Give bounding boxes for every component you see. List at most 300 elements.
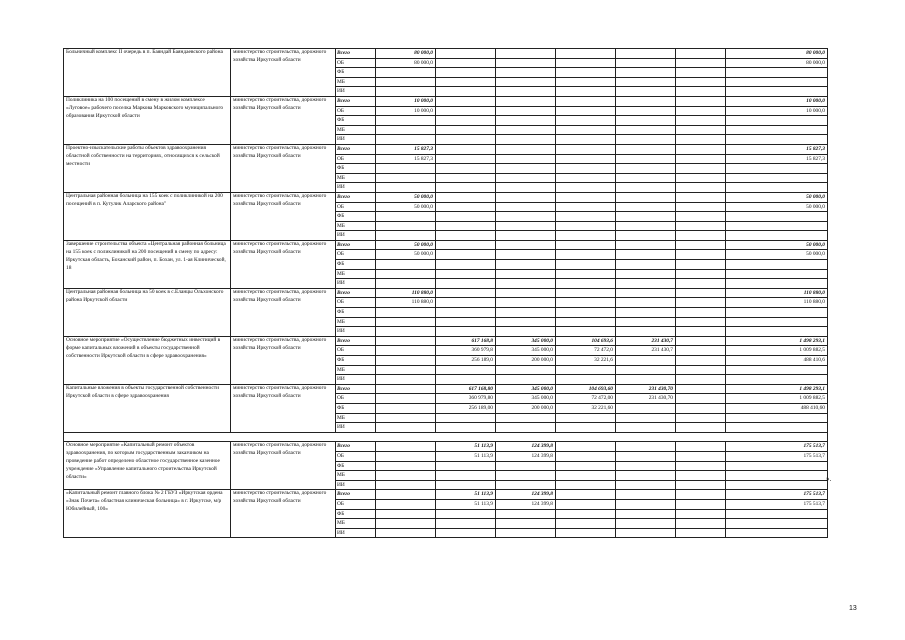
amount-cell: [556, 154, 616, 164]
total-cell: 488 410,60: [726, 403, 828, 413]
amount-cell: [616, 480, 676, 490]
amount-cell: [376, 375, 436, 385]
funding-source-cell: Всего: [336, 384, 376, 394]
amount-cell: [616, 144, 676, 154]
table-row: [64, 240, 828, 250]
amount-cell: [676, 423, 726, 433]
amount-cell: [676, 250, 726, 260]
executor-cell: министерство строительства, дорожного хозяйства Иркутской области: [231, 288, 336, 336]
amount-cell: [616, 317, 676, 327]
funding-source-cell: ОБ: [336, 346, 376, 356]
total-cell: [726, 183, 828, 193]
amount-cell: [556, 49, 616, 59]
amount-cell: [616, 135, 676, 145]
funding-source-cell: ФБ: [336, 116, 376, 126]
funding-source-cell: Всего: [336, 442, 376, 452]
object-description: Центральная районная больница на 155 коек с поликлиникой на 200 посещений в п. Кутулик Аларского района": [64, 192, 231, 240]
amount-cell: 72 472,00: [556, 394, 616, 404]
amount-cell: 124 399,8: [496, 451, 556, 461]
amount-cell: [616, 509, 676, 519]
amount-cell: [676, 135, 726, 145]
amount-cell: [496, 68, 556, 78]
amount-cell: [556, 442, 616, 452]
total-cell: 110 880,0: [726, 288, 828, 298]
amount-cell: [496, 135, 556, 145]
total-cell: [726, 317, 828, 327]
funding-source-cell: ОБ: [336, 250, 376, 260]
funding-source-cell: ИИ: [336, 183, 376, 193]
amount-cell: [376, 327, 436, 337]
amount-cell: [376, 317, 436, 327]
amount-cell: [496, 173, 556, 183]
funding-source-cell: ОБ: [336, 394, 376, 404]
amount-cell: [436, 423, 496, 433]
funding-source-cell: ОБ: [336, 154, 376, 164]
object-description: Проектно-изыскательские работы объектов здравоохранения областной собственности на территориях, относящихся к сельской местности: [64, 144, 231, 192]
amount-cell: [556, 471, 616, 481]
amount-cell: [616, 451, 676, 461]
table-row: [64, 96, 828, 106]
gap-row: [64, 432, 828, 442]
amount-cell: [496, 317, 556, 327]
amount-cell: [376, 413, 436, 423]
amount-cell: [676, 384, 726, 394]
amount-cell: [496, 288, 556, 298]
amount-cell: [616, 413, 676, 423]
total-cell: [726, 471, 828, 481]
amount-cell: [436, 480, 496, 490]
amount-cell: 124 399,8: [496, 499, 556, 509]
funding-source-cell: Всего: [336, 490, 376, 500]
amount-cell: [436, 135, 496, 145]
amount-cell: 10 000,0: [376, 96, 436, 106]
amount-cell: [676, 221, 726, 231]
executor-cell: министерство строительства, дорожного хозяйства Иркутской области: [231, 192, 336, 240]
amount-cell: [376, 480, 436, 490]
amount-cell: [616, 87, 676, 97]
amount-cell: [616, 260, 676, 270]
total-cell: 110 880,0: [726, 298, 828, 308]
total-cell: 50 000,0: [726, 250, 828, 260]
amount-cell: [616, 403, 676, 413]
amount-cell: [436, 116, 496, 126]
amount-cell: [556, 375, 616, 385]
executor-cell: министерство строительства, дорожного хозяйства Иркутской области: [231, 144, 336, 192]
amount-cell: [496, 279, 556, 289]
funding-source-cell: ИИ: [336, 528, 376, 538]
funding-source-cell: ИИ: [336, 231, 376, 241]
amount-cell: [556, 77, 616, 87]
funding-source-cell: ИИ: [336, 423, 376, 433]
amount-cell: [496, 423, 556, 433]
object-description: Завершение строительства объекта «Центральная районная больница на 155 коек с поликлиникой на 200 посещений в смену по адресу: Иркутская область, Боханский район, п. Бохан, ул. 1-ая Клинической, 18: [64, 240, 231, 288]
amount-cell: 200 000,0: [496, 403, 556, 413]
amount-cell: [436, 96, 496, 106]
amount-cell: 124 399,8: [496, 490, 556, 500]
funding-source-cell: МБ: [336, 269, 376, 279]
amount-cell: [676, 403, 726, 413]
amount-cell: [496, 480, 556, 490]
amount-cell: [556, 423, 616, 433]
amount-cell: 231 430,7: [616, 346, 676, 356]
amount-cell: [676, 298, 726, 308]
amount-cell: 32 221,6: [556, 356, 616, 366]
executor-cell: министерство строительства, дорожного хозяйства Иркутской области: [231, 490, 336, 538]
amount-cell: [376, 509, 436, 519]
amount-cell: [676, 144, 726, 154]
amount-cell: [496, 154, 556, 164]
amount-cell: [556, 451, 616, 461]
funding-source-cell: Всего: [336, 49, 376, 59]
object-description: Поликлиника на 100 посещений в смену в жилом комплексе «Луговое» рабочего поселка Маркова Марковского муниципального образования Иркутской области: [64, 96, 231, 144]
amount-cell: [676, 106, 726, 116]
amount-cell: [496, 250, 556, 260]
amount-cell: [376, 528, 436, 538]
amount-cell: [376, 279, 436, 289]
total-cell: [726, 279, 828, 289]
amount-cell: [436, 87, 496, 97]
amount-cell: [436, 192, 496, 202]
amount-cell: 617 168,80: [436, 384, 496, 394]
amount-cell: [556, 192, 616, 202]
amount-cell: [376, 221, 436, 231]
amount-cell: [616, 356, 676, 366]
amount-cell: 15 827,3: [376, 144, 436, 154]
amount-cell: [436, 509, 496, 519]
total-cell: 488 410,6: [726, 356, 828, 366]
amount-cell: [436, 365, 496, 375]
amount-cell: [496, 298, 556, 308]
amount-cell: [556, 68, 616, 78]
amount-cell: 110 880,0: [376, 288, 436, 298]
total-cell: 175 513,7: [726, 499, 828, 509]
amount-cell: [676, 96, 726, 106]
total-cell: 80 000,0: [726, 58, 828, 68]
amount-cell: [676, 164, 726, 174]
amount-cell: 72 472,0: [556, 346, 616, 356]
amount-cell: [556, 231, 616, 241]
executor-cell: министерство строительства, дорожного хозяйства Иркутской области: [231, 240, 336, 288]
funding-source-cell: МБ: [336, 125, 376, 135]
amount-cell: [376, 68, 436, 78]
amount-cell: 50 000,0: [376, 192, 436, 202]
amount-cell: [556, 308, 616, 318]
amount-cell: [556, 528, 616, 538]
amount-cell: [436, 49, 496, 59]
amount-cell: [556, 260, 616, 270]
amount-cell: [676, 509, 726, 519]
amount-cell: [676, 528, 726, 538]
amount-cell: [376, 490, 436, 500]
amount-cell: [496, 96, 556, 106]
amount-cell: [376, 394, 436, 404]
total-cell: [726, 231, 828, 241]
total-cell: [726, 68, 828, 78]
executor-cell: министерство строительства, дорожного хозяйства Иркутской области: [231, 442, 336, 490]
amount-cell: [556, 240, 616, 250]
amount-cell: [676, 260, 726, 270]
amount-cell: [376, 212, 436, 222]
total-cell: 15 827,3: [726, 154, 828, 164]
amount-cell: [436, 250, 496, 260]
amount-cell: [376, 269, 436, 279]
amount-cell: [436, 298, 496, 308]
amount-cell: [376, 77, 436, 87]
amount-cell: 345 000,0: [496, 346, 556, 356]
amount-cell: [376, 125, 436, 135]
funding-source-cell: ИИ: [336, 279, 376, 289]
total-cell: [726, 221, 828, 231]
amount-cell: [616, 154, 676, 164]
amount-cell: [616, 298, 676, 308]
object-description: Больничный комплекс II очередь в п. Баяндай Баяндаевского района: [64, 49, 231, 97]
funding-source-cell: Всего: [336, 288, 376, 298]
amount-cell: [556, 269, 616, 279]
amount-cell: 51 113,9: [436, 499, 496, 509]
amount-cell: [676, 394, 726, 404]
amount-cell: [676, 154, 726, 164]
funding-source-cell: Всего: [336, 96, 376, 106]
total-cell: [726, 87, 828, 97]
amount-cell: [436, 519, 496, 529]
total-cell: [726, 365, 828, 375]
total-cell: [726, 423, 828, 433]
amount-cell: [556, 164, 616, 174]
amount-cell: 231 430,7: [616, 336, 676, 346]
amount-cell: [496, 260, 556, 270]
amount-cell: [436, 164, 496, 174]
amount-cell: 104 693,60: [556, 384, 616, 394]
amount-cell: 256 189,0: [436, 356, 496, 366]
amount-cell: [496, 365, 556, 375]
amount-cell: [676, 192, 726, 202]
amount-cell: [376, 442, 436, 452]
table-row: [64, 442, 828, 452]
object-description: Основное мероприятие «Осуществление бюджетных инвестиций в форме капитальных вложений в объекты государственной собственности Иркутской области в сфере здравоохранения»: [64, 336, 231, 384]
amount-cell: 50 000,0: [376, 240, 436, 250]
total-cell: 15 827,3: [726, 144, 828, 154]
funding-source-cell: ИИ: [336, 480, 376, 490]
amount-cell: [616, 308, 676, 318]
amount-cell: [676, 288, 726, 298]
funding-source-cell: ИИ: [336, 327, 376, 337]
amount-cell: [436, 413, 496, 423]
amount-cell: [676, 490, 726, 500]
amount-cell: [616, 96, 676, 106]
amount-cell: [376, 519, 436, 529]
amount-cell: [436, 528, 496, 538]
funding-source-cell: МБ: [336, 317, 376, 327]
amount-cell: [376, 308, 436, 318]
amount-cell: 256 189,00: [436, 403, 496, 413]
amount-cell: [676, 461, 726, 471]
amount-cell: [676, 68, 726, 78]
executor-cell: министерство строительства, дорожного хозяйства Иркутской области: [231, 96, 336, 144]
amount-cell: [436, 231, 496, 241]
funding-source-cell: Всего: [336, 336, 376, 346]
amount-cell: [376, 461, 436, 471]
total-cell: 50 000,0: [726, 240, 828, 250]
amount-cell: [616, 202, 676, 212]
amount-cell: [616, 288, 676, 298]
amount-cell: [616, 365, 676, 375]
funding-source-cell: ОБ: [336, 451, 376, 461]
amount-cell: 360 979,80: [436, 394, 496, 404]
funding-source-cell: ИИ: [336, 87, 376, 97]
amount-cell: [616, 375, 676, 385]
total-cell: [726, 480, 828, 490]
amount-cell: 51 113,9: [436, 442, 496, 452]
amount-cell: [676, 413, 726, 423]
amount-cell: [496, 192, 556, 202]
total-cell: 10 000,0: [726, 106, 828, 116]
amount-cell: [376, 451, 436, 461]
amount-cell: [616, 240, 676, 250]
amount-cell: [376, 365, 436, 375]
total-cell: 1 009 882,5: [726, 346, 828, 356]
amount-cell: [496, 413, 556, 423]
funding-source-cell: Всего: [336, 240, 376, 250]
total-cell: 1 498 293,1: [726, 384, 828, 394]
amount-cell: 360 979,8: [436, 346, 496, 356]
amount-cell: [616, 49, 676, 59]
amount-cell: [496, 461, 556, 471]
amount-cell: [676, 308, 726, 318]
amount-cell: [496, 471, 556, 481]
budget-table: [63, 48, 828, 538]
amount-cell: [496, 375, 556, 385]
amount-cell: [676, 375, 726, 385]
amount-cell: [676, 471, 726, 481]
amount-cell: [376, 336, 436, 346]
amount-cell: [676, 125, 726, 135]
amount-cell: 345 000,0: [496, 384, 556, 394]
amount-cell: [556, 413, 616, 423]
executor-cell: министерство строительства, дорожного хозяйства Иркутской области: [231, 336, 336, 384]
amount-cell: [616, 499, 676, 509]
amount-cell: [556, 327, 616, 337]
total-cell: [726, 461, 828, 471]
amount-cell: [616, 490, 676, 500]
amount-cell: [676, 365, 726, 375]
amount-cell: [616, 68, 676, 78]
amount-cell: [376, 471, 436, 481]
funding-source-cell: МБ: [336, 365, 376, 375]
object-description: Капитальные вложения в объекты государственной собственности Иркутской области в сфере здравоохранения: [64, 384, 231, 432]
total-cell: 1 498 293,1: [726, 336, 828, 346]
amount-cell: [676, 240, 726, 250]
table-row: [64, 490, 828, 500]
amount-cell: [436, 375, 496, 385]
amount-cell: 80 000,0: [376, 49, 436, 59]
amount-cell: [376, 164, 436, 174]
amount-cell: [436, 183, 496, 193]
amount-cell: [676, 327, 726, 337]
amount-cell: [616, 231, 676, 241]
amount-cell: 231 430,70: [616, 384, 676, 394]
amount-cell: [616, 77, 676, 87]
amount-cell: 50 000,0: [376, 250, 436, 260]
amount-cell: [556, 317, 616, 327]
amount-cell: [676, 317, 726, 327]
amount-cell: [436, 461, 496, 471]
amount-cell: 10 000,0: [376, 106, 436, 116]
object-description: «Капитальный ремонт главного блока № 2 ГБУЗ «Иркутская ордена «Знак Почета» областная клиническая больница» в г. Иркутске, м/р Юбилейный, 100»: [64, 490, 231, 538]
funding-source-cell: МБ: [336, 221, 376, 231]
amount-cell: [556, 106, 616, 116]
amount-cell: [496, 308, 556, 318]
table-row: [64, 144, 828, 154]
amount-cell: [556, 298, 616, 308]
amount-cell: [436, 308, 496, 318]
amount-cell: [436, 173, 496, 183]
object-description: Основное мероприятие «Капитальный ремонт объектов здравоохранения, по которым государственным заказчиком на проведение работ определено областное государственное казенное учреждение «Управление капитального строительства Иркутской области»: [64, 442, 231, 490]
amount-cell: [616, 125, 676, 135]
amount-cell: [556, 116, 616, 126]
amount-cell: [496, 87, 556, 97]
amount-cell: [676, 202, 726, 212]
amount-cell: [496, 528, 556, 538]
table-row: [64, 49, 828, 59]
table-row: [64, 384, 828, 394]
amount-cell: [616, 250, 676, 260]
amount-cell: [376, 403, 436, 413]
amount-cell: [376, 116, 436, 126]
amount-cell: [676, 87, 726, 97]
amount-cell: [376, 135, 436, 145]
amount-cell: [616, 423, 676, 433]
amount-cell: [436, 125, 496, 135]
total-cell: [726, 260, 828, 270]
amount-cell: [496, 144, 556, 154]
amount-cell: [556, 173, 616, 183]
funding-source-cell: МБ: [336, 519, 376, 529]
closing-quote-mark: ».: [826, 475, 832, 483]
amount-cell: [616, 183, 676, 193]
total-cell: [726, 509, 828, 519]
amount-cell: [556, 221, 616, 231]
amount-cell: [616, 116, 676, 126]
amount-cell: [616, 279, 676, 289]
amount-cell: [556, 250, 616, 260]
amount-cell: [676, 346, 726, 356]
amount-cell: [556, 499, 616, 509]
amount-cell: 124 399,8: [496, 442, 556, 452]
funding-source-cell: Всего: [336, 144, 376, 154]
amount-cell: [496, 240, 556, 250]
funding-source-cell: ИИ: [336, 135, 376, 145]
object-description: Центральная районная больница на 50 коек в с.Еланцы Ольхонского района Иркутской области: [64, 288, 231, 336]
amount-cell: [496, 327, 556, 337]
total-cell: [726, 327, 828, 337]
amount-cell: [376, 356, 436, 366]
amount-cell: 345 000,0: [496, 394, 556, 404]
amount-cell: [376, 183, 436, 193]
amount-cell: [556, 288, 616, 298]
amount-cell: [496, 116, 556, 126]
total-cell: [726, 375, 828, 385]
total-cell: 10 000,0: [726, 96, 828, 106]
amount-cell: [676, 336, 726, 346]
amount-cell: [496, 106, 556, 116]
amount-cell: [616, 327, 676, 337]
executor-cell: министерство строительства, дорожного хозяйства Иркутской области: [231, 384, 336, 432]
funding-source-cell: ОБ: [336, 202, 376, 212]
amount-cell: [496, 231, 556, 241]
amount-cell: [436, 58, 496, 68]
total-cell: 175 513,7: [726, 490, 828, 500]
funding-source-cell: МБ: [336, 471, 376, 481]
